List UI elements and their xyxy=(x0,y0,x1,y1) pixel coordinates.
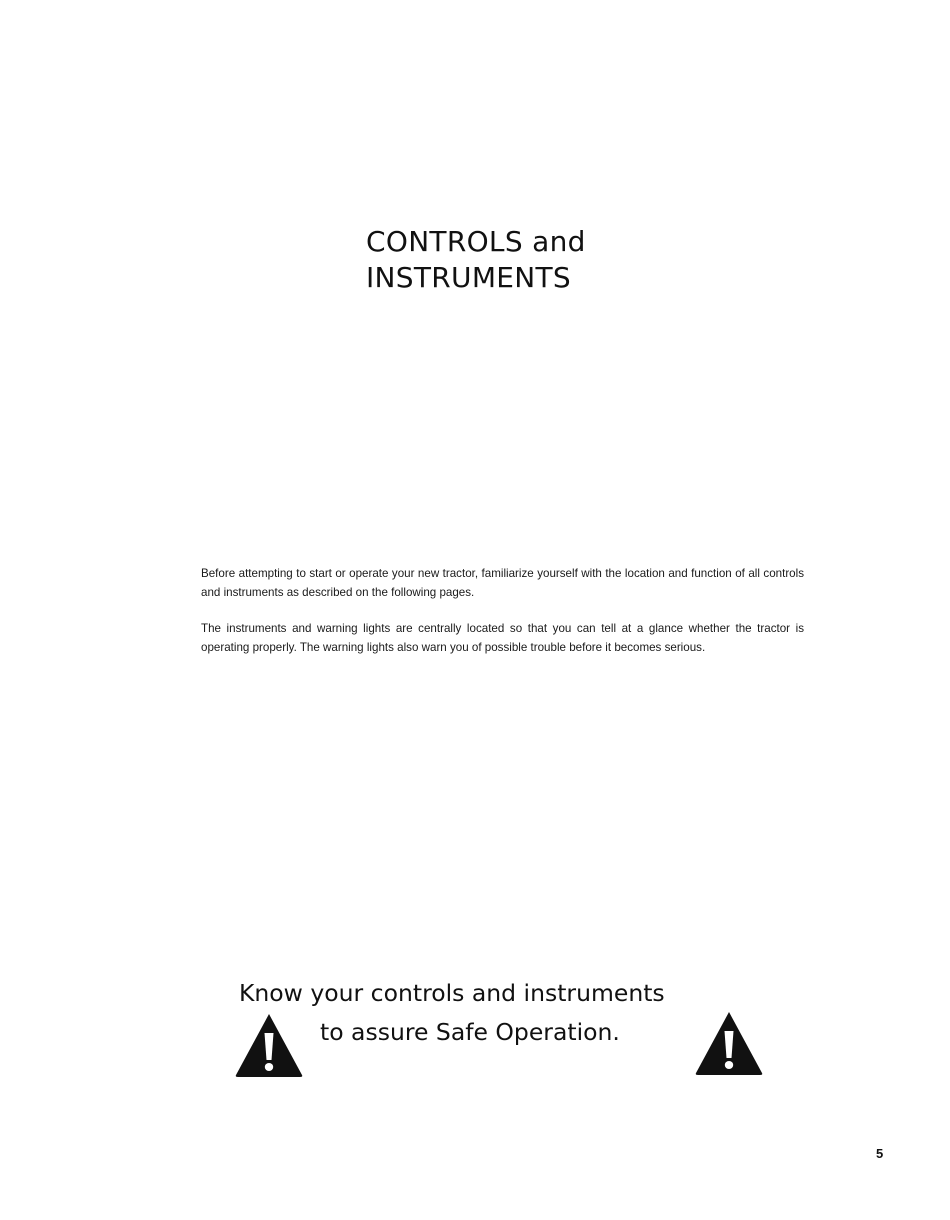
page-title xyxy=(366,224,586,296)
page-title-line-1: CONTROLS and xyxy=(366,225,586,258)
page-title-line-2: INSTRUMENTS xyxy=(366,261,572,294)
warning-triangle-icon xyxy=(234,1012,304,1078)
safety-message-line-2: to assure Safe Operation. xyxy=(320,1018,620,1046)
instruments-paragraph: The instruments and warning lights are centrally located so that you can tell at a glance whether the tractor is operating properly. The warning lights also warn you of possible trouble before it becomes serious. xyxy=(201,622,804,654)
safety-message-line-1: Know your controls and instruments xyxy=(239,979,665,1007)
warning-triangle-icon xyxy=(694,1010,764,1076)
page-number: 5 xyxy=(876,1146,884,1161)
intro-paragraph: Before attempting to start or operate your new tractor, familiarize yourself with the location and function of all controls and instruments as described on the following pages. xyxy=(201,567,804,599)
